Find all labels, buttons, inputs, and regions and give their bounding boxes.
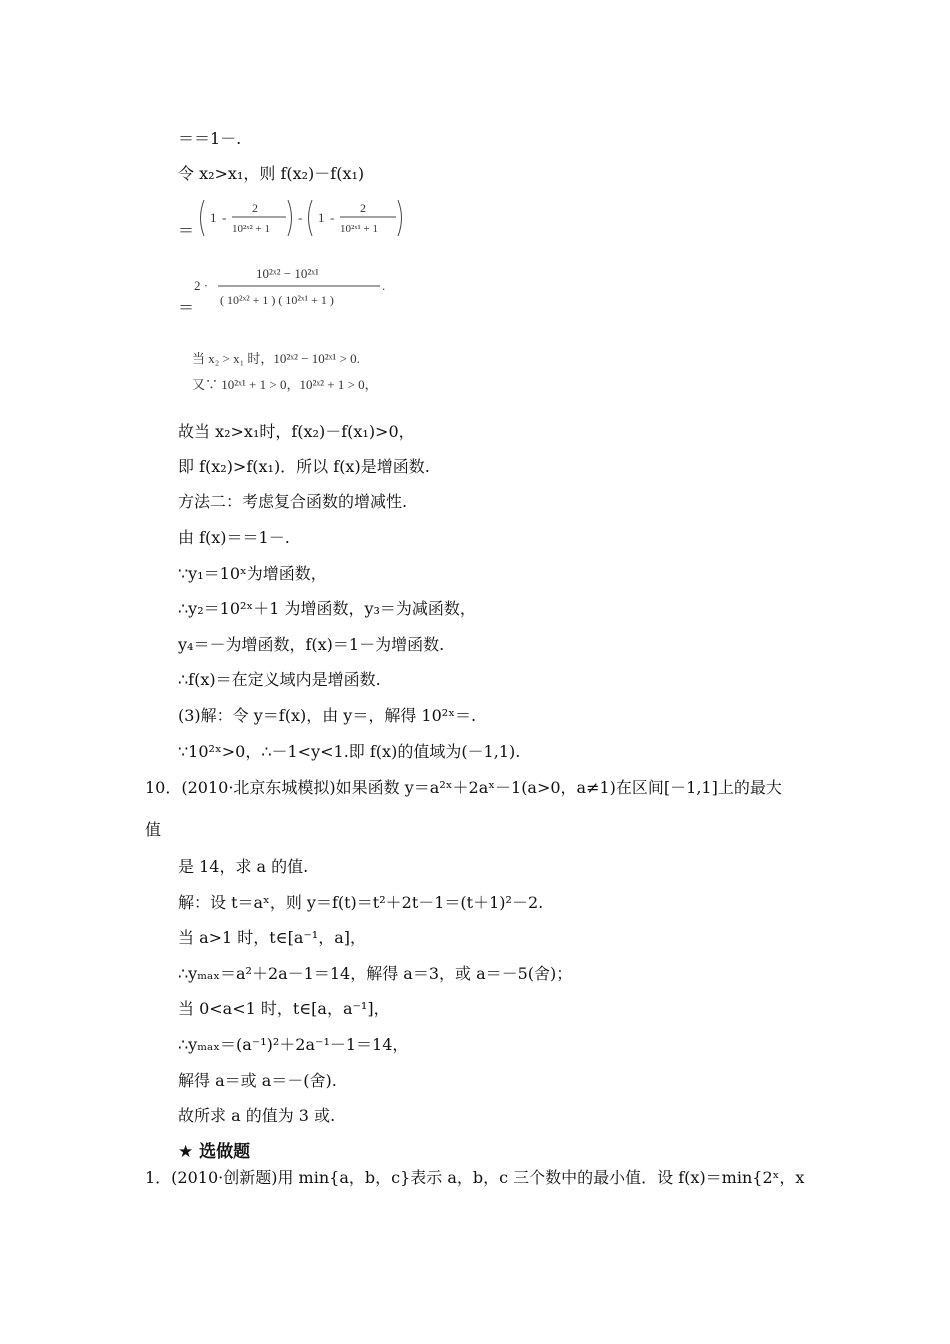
text-line: ∵y₁＝10ˣ为增函数， [178,564,327,583]
text-line: ∴y₂＝10²ˣ＋1 为增函数，y₃＝为减函数， [178,599,476,618]
formula-one: 1 [318,210,325,225]
text-line: ∴yₘₐₓ＝a²＋2a－1＝14，解得 a＝3，或 a＝－5(舍)； [178,964,573,983]
formula-image-fraction [190,262,405,314]
formula-denominator: 10²ˣ¹ + 1 [340,223,378,235]
formula-numerator: 2 [252,201,258,215]
text-line: (3)解：令 y＝f(x)，由 y＝，解得 10²ˣ＝. [178,706,477,725]
text-line: ∵10²ˣ>0，∴－1<y<1.即 f(x)的值域为(－1,1). [178,742,521,761]
formula-denominator: ( 10²ˣ² + 1 ) ( 10²ˣ¹ + 1 ) [220,293,334,307]
text-line: 故当 x₂>x₁时，f(x₂)－f(x₁)>0， [178,422,415,441]
text-line: ∴yₘₐₓ＝(a⁻¹)²＋2a⁻¹－1＝14， [178,1035,409,1054]
formula-one: 1 [210,210,217,225]
formula-minus: - [330,210,335,225]
formula-image-difference [196,196,411,242]
formula-minus: - [222,210,227,225]
formula-numerator: 10²ˣ² − 10²ˣ¹ [256,266,319,281]
formula-denominator: 10²ˣ² + 1 [232,223,270,235]
text-line: 即 f(x₂)>f(x₁)．所以 f(x)是增函数. [178,457,430,476]
text-line: 是 14，求 a 的值. [178,857,309,876]
text-line: 令 x₂>x₁，则 f(x₂)－f(x₁) [178,164,365,183]
formula-coefficient: 2 · [194,278,209,293]
formula-numerator: 2 [360,201,366,215]
section-heading: ★ 选做题 [178,1142,251,1162]
formula-minus: - [298,210,303,225]
text-line: 由 f(x)＝＝1－. [178,528,290,547]
formula-image-note [190,345,420,401]
problem-statement: 1．(2010·创新题)用 min{a，b，c}表示 a，b，c 三个数中的最小值．设 f(x)＝min{2ˣ，x [145,1168,805,1187]
text-line: 故所求 a 的值为 3 或. [178,1106,336,1125]
text-line: 当 a>1 时，t∈[a⁻¹，a]， [178,928,366,947]
text-line: ∴f(x)＝在定义域内是增函数. [178,670,381,689]
note-line: 当 x₂ > x₁ 时，10²ˣ² − 10²ˣ¹ > 0. [192,351,360,366]
equals-sign: ＝ [178,221,195,240]
note-line: 又∵ 10²ˣ¹ + 1 > 0，10²ˣ² + 1 > 0， [192,377,378,392]
problem-statement: 10．(2010·北京东城模拟)如果函数 y＝a²ˣ＋2aˣ－1(a>0，a≠1)在区间[－1,1]上的最大 [145,778,782,797]
text-line: 解：设 t＝aˣ，则 y＝f(t)＝t²＋2t－1＝(t＋1)²－2. [178,893,544,912]
text-line: y₄＝－为增函数，f(x)＝1－为增函数. [178,635,445,654]
formula-period: . [382,278,386,293]
text-line: 方法二：考虑复合函数的增减性. [178,492,408,511]
text-line: 当 0<a<1 时，t∈[a，a⁻¹]， [178,999,390,1018]
text-line: 值 [145,820,162,839]
equals-sign: ＝ [178,298,195,317]
text-line: 解得 a＝或 a＝－(舍). [178,1071,337,1090]
text-line: ＝＝1－. [178,129,242,148]
